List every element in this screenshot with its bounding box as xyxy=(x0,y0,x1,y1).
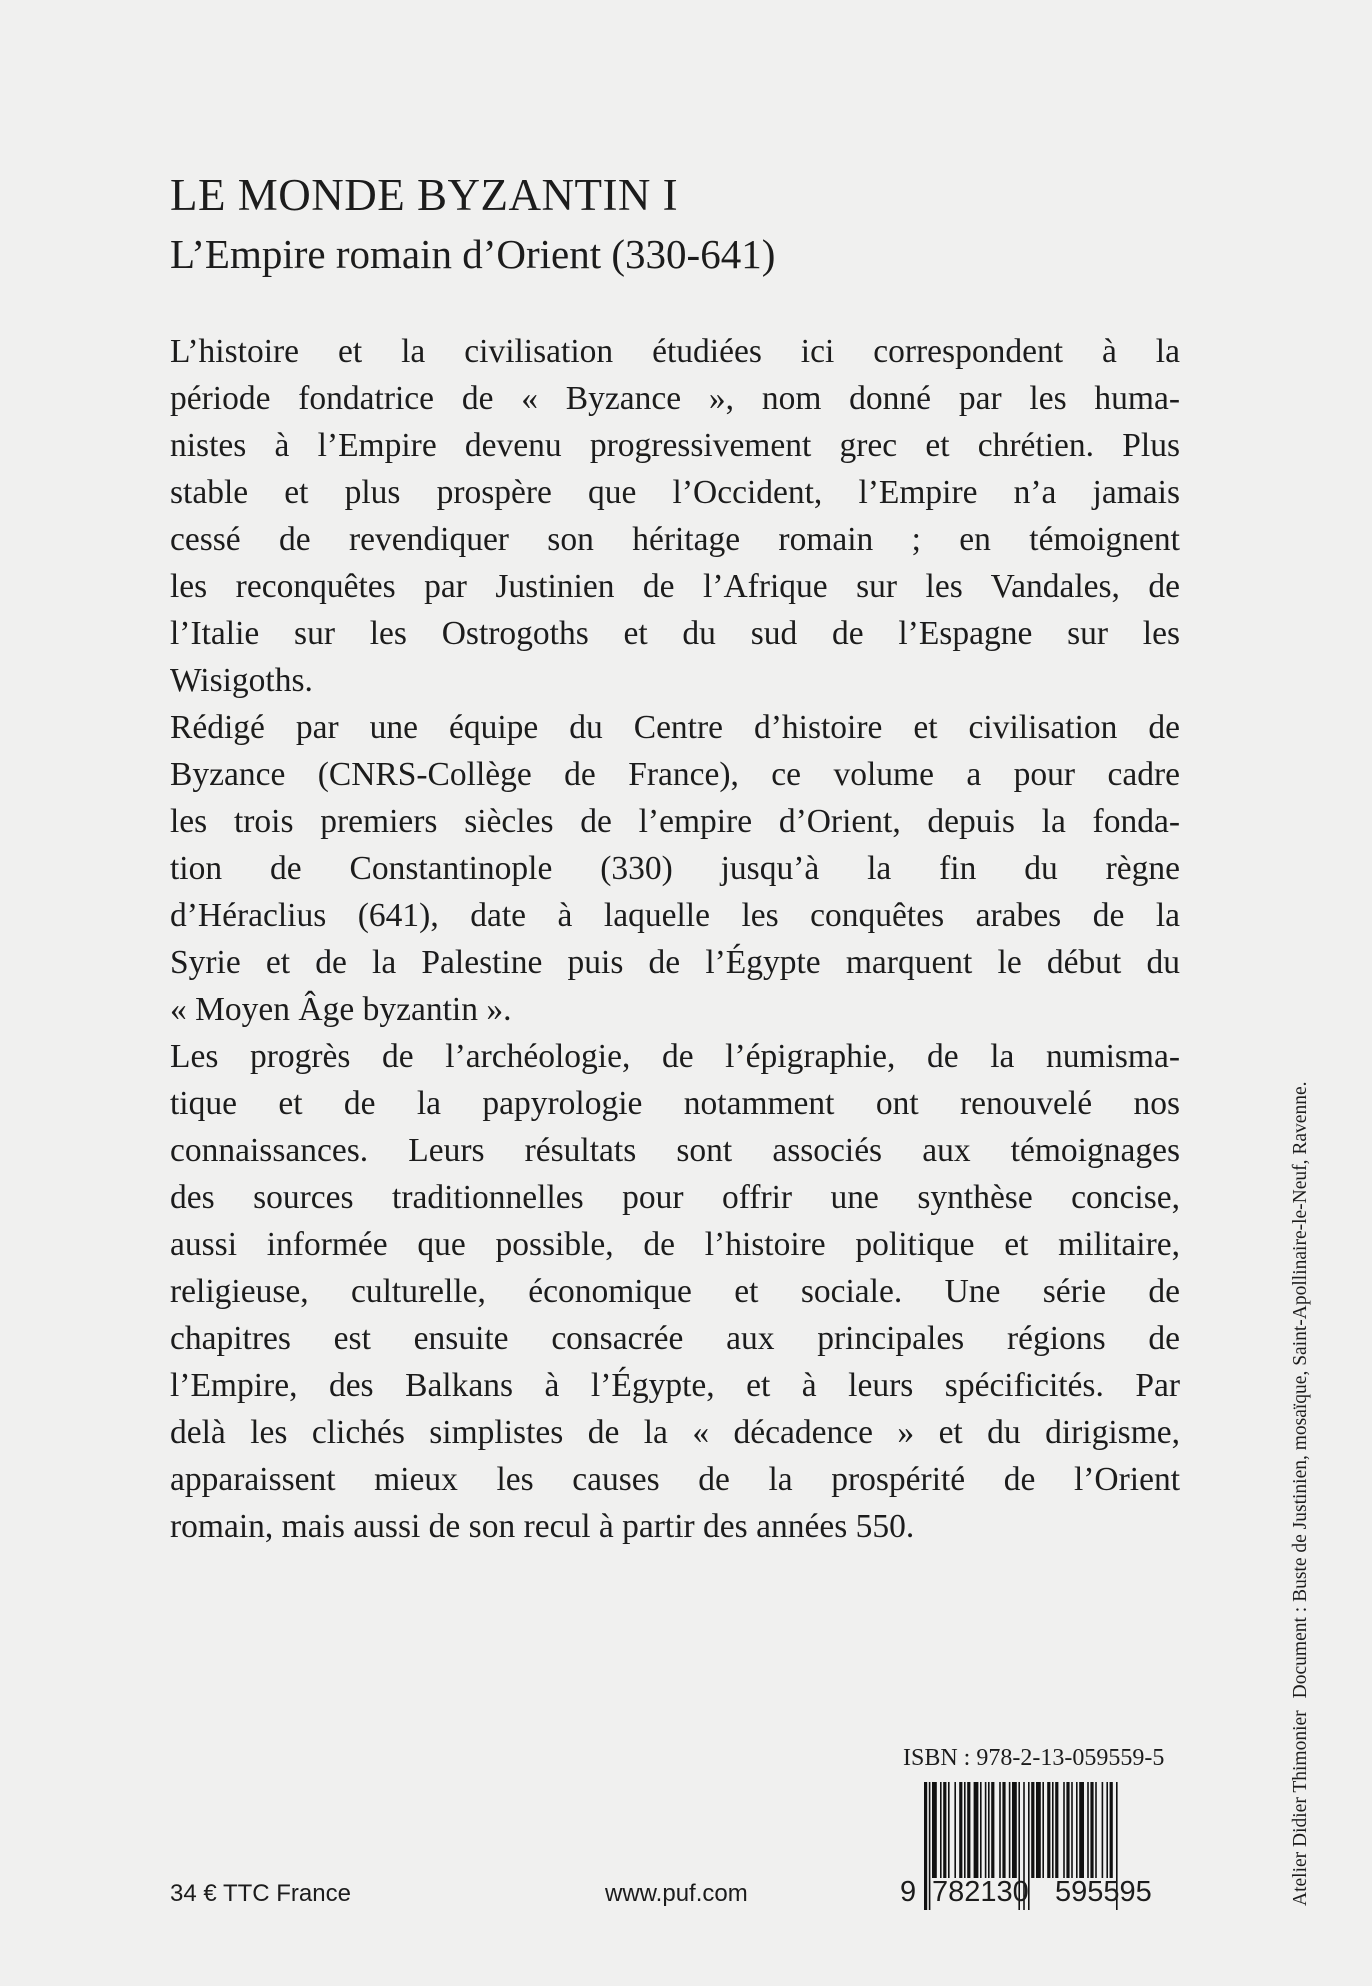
barcode-bar xyxy=(991,1782,994,1878)
barcode-bar xyxy=(1012,1782,1017,1878)
barcode-digits-left: 782130 xyxy=(932,1876,1029,1908)
barcode-bar xyxy=(1079,1782,1084,1878)
barcode-bar xyxy=(1095,1782,1097,1878)
barcode-bar xyxy=(964,1782,966,1878)
barcode-bar xyxy=(974,1782,979,1878)
barcode-digits xyxy=(900,1876,1190,1916)
barcode-bar xyxy=(1090,1782,1093,1878)
blurb-line: Syrie et de la Palestine puis de l’Égypte marquent le début du xyxy=(170,944,1180,981)
blurb-line: stable et plus prospère que l’Occident, l’Empire n’a jamais xyxy=(170,474,1180,511)
barcode-bar xyxy=(1042,1782,1044,1878)
barcode-bar xyxy=(999,1782,1001,1878)
barcode-bar xyxy=(932,1782,937,1878)
blurb-line: romain, mais aussi de son recul à partir des années 550. xyxy=(170,1508,915,1545)
barcode-bar xyxy=(1102,1782,1104,1878)
blurb-text xyxy=(170,328,1180,1550)
barcode-bar xyxy=(948,1782,950,1878)
blurb-line: cessé de revendiquer son héritage romain ; en témoignent xyxy=(170,521,1180,558)
blurb-line: les reconquêtes par Justinien de l’Afrique sur les Vandales, de xyxy=(170,568,1180,605)
blurb-line: delà les clichés simplistes de la « décadence » et du dirigisme, xyxy=(170,1414,1180,1451)
barcode-bar xyxy=(1055,1782,1058,1878)
barcode-bar xyxy=(1036,1782,1041,1878)
blurb-line: tique et de la papyrologie notamment ont renouvelé nos xyxy=(170,1085,1180,1122)
blurb-line: les trois premiers siècles de l’empire d’Orient, depuis la fonda- xyxy=(170,803,1180,840)
blurb-paragraph xyxy=(170,328,1180,704)
barcode-digits-right: 595595 xyxy=(1055,1876,1152,1908)
blurb-line: Rédigé par une équipe du Centre d’histoire et civilisation de xyxy=(170,709,1180,746)
blurb-line: l’Empire, des Balkans à l’Égypte, et à leurs spécificités. Par xyxy=(170,1367,1180,1404)
barcode-bar xyxy=(954,1782,956,1878)
barcode-bar xyxy=(1076,1782,1078,1878)
document-credit: Document : Buste de Justinien, mosaïque, Saint-Apollinaire-le-Neuf, Ravenne. xyxy=(1290,1081,1311,1699)
barcode-bar xyxy=(1063,1782,1065,1878)
price: 34 € TTC France xyxy=(170,1880,351,1907)
blurb-paragraph xyxy=(170,704,1180,1033)
barcode-digit-lead: 9 xyxy=(900,1876,917,1908)
barcode-bar xyxy=(985,1782,987,1878)
barcode-bar xyxy=(1002,1782,1005,1878)
isbn-label: ISBN : 978-2-13-059559-5 xyxy=(903,1745,1165,1771)
barcode-bar xyxy=(988,1782,990,1878)
blurb-line: chapitres est ensuite consacrée aux principales régions de xyxy=(170,1320,1180,1357)
blurb-line: Les progrès de l’archéologie, de l’épigraphie, de la numisma- xyxy=(170,1038,1180,1075)
barcode-bar xyxy=(1047,1782,1050,1878)
barcode-bar xyxy=(943,1782,946,1878)
blurb-line: l’Italie sur les Ostrogoths et du sud de l’Espagne sur les xyxy=(170,615,1180,652)
barcode-bar xyxy=(980,1782,982,1878)
blurb-line: nistes à l’Empire devenu progressivement grec et chrétien. Plus xyxy=(170,427,1180,464)
book-subtitle: L’Empire romain d’Orient (330-641) xyxy=(170,231,776,277)
blurb-line: religieuse, culturelle, économique et sociale. Une série de xyxy=(170,1273,1180,1310)
barcode-bar xyxy=(940,1782,942,1878)
barcode-bar xyxy=(1087,1782,1089,1878)
blurb-line: L’histoire et la civilisation étudiées ici correspondent à la xyxy=(170,333,1180,370)
blurb-paragraph xyxy=(170,1033,1180,1550)
designer-credit: Atelier Didier Thimonier xyxy=(1290,1710,1311,1906)
blurb-line: aussi informée que possible, de l’histoire politique et militaire, xyxy=(170,1226,1180,1263)
blurb-line: tion de Constantinople (330) jusqu’à la fin du règne xyxy=(170,850,1180,887)
blurb-line: des sources traditionnelles pour offrir une synthèse concise, xyxy=(170,1179,1180,1216)
barcode-bar xyxy=(959,1782,962,1878)
barcode-bar xyxy=(967,1782,970,1878)
blurb-line: connaissances. Leurs résultats sont associés aux témoignages xyxy=(170,1132,1180,1169)
blurb-line: Wisigoths. xyxy=(170,662,313,699)
blurb-line: apparaissent mieux les causes de la prospérité de l’Orient xyxy=(170,1461,1180,1498)
book-title: LE MONDE BYZANTIN I xyxy=(170,170,679,220)
barcode-bar xyxy=(1110,1782,1113,1878)
barcode-bar xyxy=(1066,1782,1069,1878)
blurb-line: « Moyen Âge byzantin ». xyxy=(170,991,512,1028)
blurb-line: d’Héraclius (641), date à laquelle les conquêtes arabes de la xyxy=(170,897,1180,934)
blurb-line: Byzance (CNRS-Collège de France), ce volume a pour cadre xyxy=(170,756,1180,793)
barcode-bar xyxy=(1009,1782,1011,1878)
blurb-line: période fondatrice de « Byzance », nom donné par les huma- xyxy=(170,380,1180,417)
publisher-website: www.puf.com xyxy=(605,1880,748,1907)
barcode-bar xyxy=(1052,1782,1054,1878)
barcode-bar xyxy=(1106,1782,1108,1878)
cover-credit xyxy=(1290,1082,1312,1906)
barcode-bar xyxy=(1071,1782,1073,1878)
barcode-bar xyxy=(1031,1782,1034,1878)
